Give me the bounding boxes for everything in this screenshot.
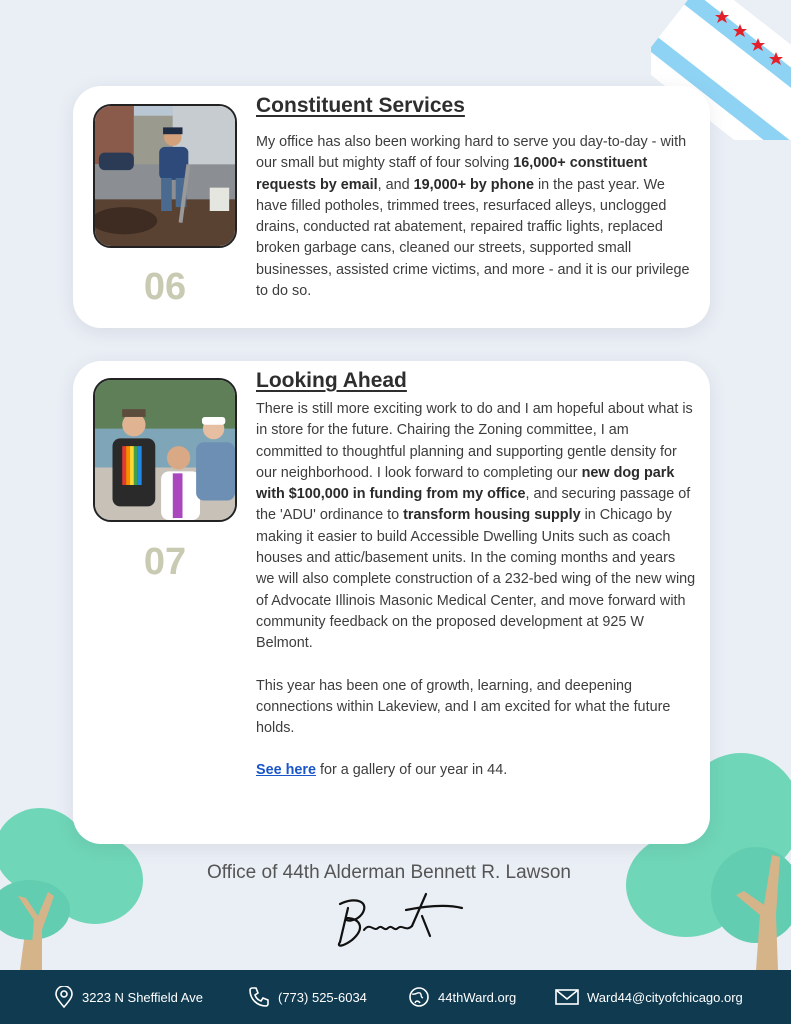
phone-icon: [248, 986, 270, 1008]
section-number: 06: [143, 266, 187, 308]
text-emphasis: 19,000+ by phone: [413, 176, 534, 193]
address-text: 3223 N Sheffield Ave: [82, 989, 203, 1005]
email-text: Ward44@cityofchicago.org: [587, 989, 743, 1005]
footer-phone[interactable]: [248, 970, 367, 1024]
text-segment: There is still more exciting work to do and I am hopeful about what is in store for the future. Chairing the Zoning committee, I am committed to thoughtful planning and supporting gentle density for our neighborhood. I look forward to completing our: [256, 401, 693, 481]
location-pin-icon: [54, 986, 74, 1008]
see-here-link[interactable]: See here: [256, 762, 317, 779]
office-name: Office of 44th Alderman Bennett R. Lawson: [206, 862, 572, 883]
gallery-paragraph: [256, 760, 696, 781]
text-segment: My office has also been working hard to serve you day-to-day - with our small but mighty staff of four solving: [256, 134, 687, 172]
photo-illustration-icon: [95, 380, 235, 520]
text-segment: , and: [377, 176, 414, 193]
section-title: Constituent Services: [256, 94, 465, 117]
volunteer-planting-photo: [93, 104, 237, 248]
footer-email[interactable]: [555, 970, 743, 1024]
text-segment: , and securing passage of the 'ADU' ordinance to: [256, 486, 691, 524]
text-emphasis: 16,000+ constituent requests by email: [256, 155, 648, 193]
website-text: 44thWard.org: [438, 989, 517, 1005]
constituent-services-paragraph: [256, 132, 696, 302]
globe-icon: [408, 986, 430, 1008]
closing-paragraph: This year has been one of growth, learning, and deepening connections within Lakeview, and I am excited for what the future holds.: [256, 677, 671, 737]
footer-address: [54, 970, 203, 1024]
section-body: [256, 399, 696, 803]
text-segment: in Chicago by making it easier to build Accessible Dwelling Units such as coach houses and attic/basement units. In the coming months and years we will also complete construction of a 232-bed wing of the new wing of Advocate Illinois Masonic Medical Center, and move forward with community feedback on the proposed development at 925 W Belmont.: [256, 507, 696, 652]
pride-parade-photo: [93, 378, 237, 522]
signature: [326, 888, 466, 956]
photo-illustration-icon: [95, 106, 235, 246]
text-emphasis: new dog park with $100,000 in funding from my office: [256, 464, 675, 503]
looking-ahead-paragraph: [256, 399, 696, 655]
footer-contact-bar: [0, 970, 791, 1024]
signature-icon: [326, 888, 466, 956]
section-number: 07: [143, 541, 187, 583]
text-segment: in the past year. We have filled potholes, trimmed trees, resurfaced alleys, unclogged drains, conducted rat abatement, repaired traffic lights, replaced broken garbage cans, cleaned our streets, supported small businesses, assisted crime victims, and more - and it is our privilege to do so.: [256, 176, 690, 300]
looking-ahead-card: [73, 361, 710, 844]
footer-website[interactable]: [408, 970, 516, 1024]
text-emphasis: transform housing supply: [403, 507, 581, 524]
section-body: [256, 132, 696, 323]
mail-icon: [555, 988, 579, 1006]
gallery-link-suffix: for a gallery of our year in 44.: [316, 762, 508, 779]
constituent-services-card: [73, 86, 710, 328]
phone-text: (773) 525-6034: [278, 989, 367, 1005]
section-title: Looking Ahead: [256, 369, 407, 392]
